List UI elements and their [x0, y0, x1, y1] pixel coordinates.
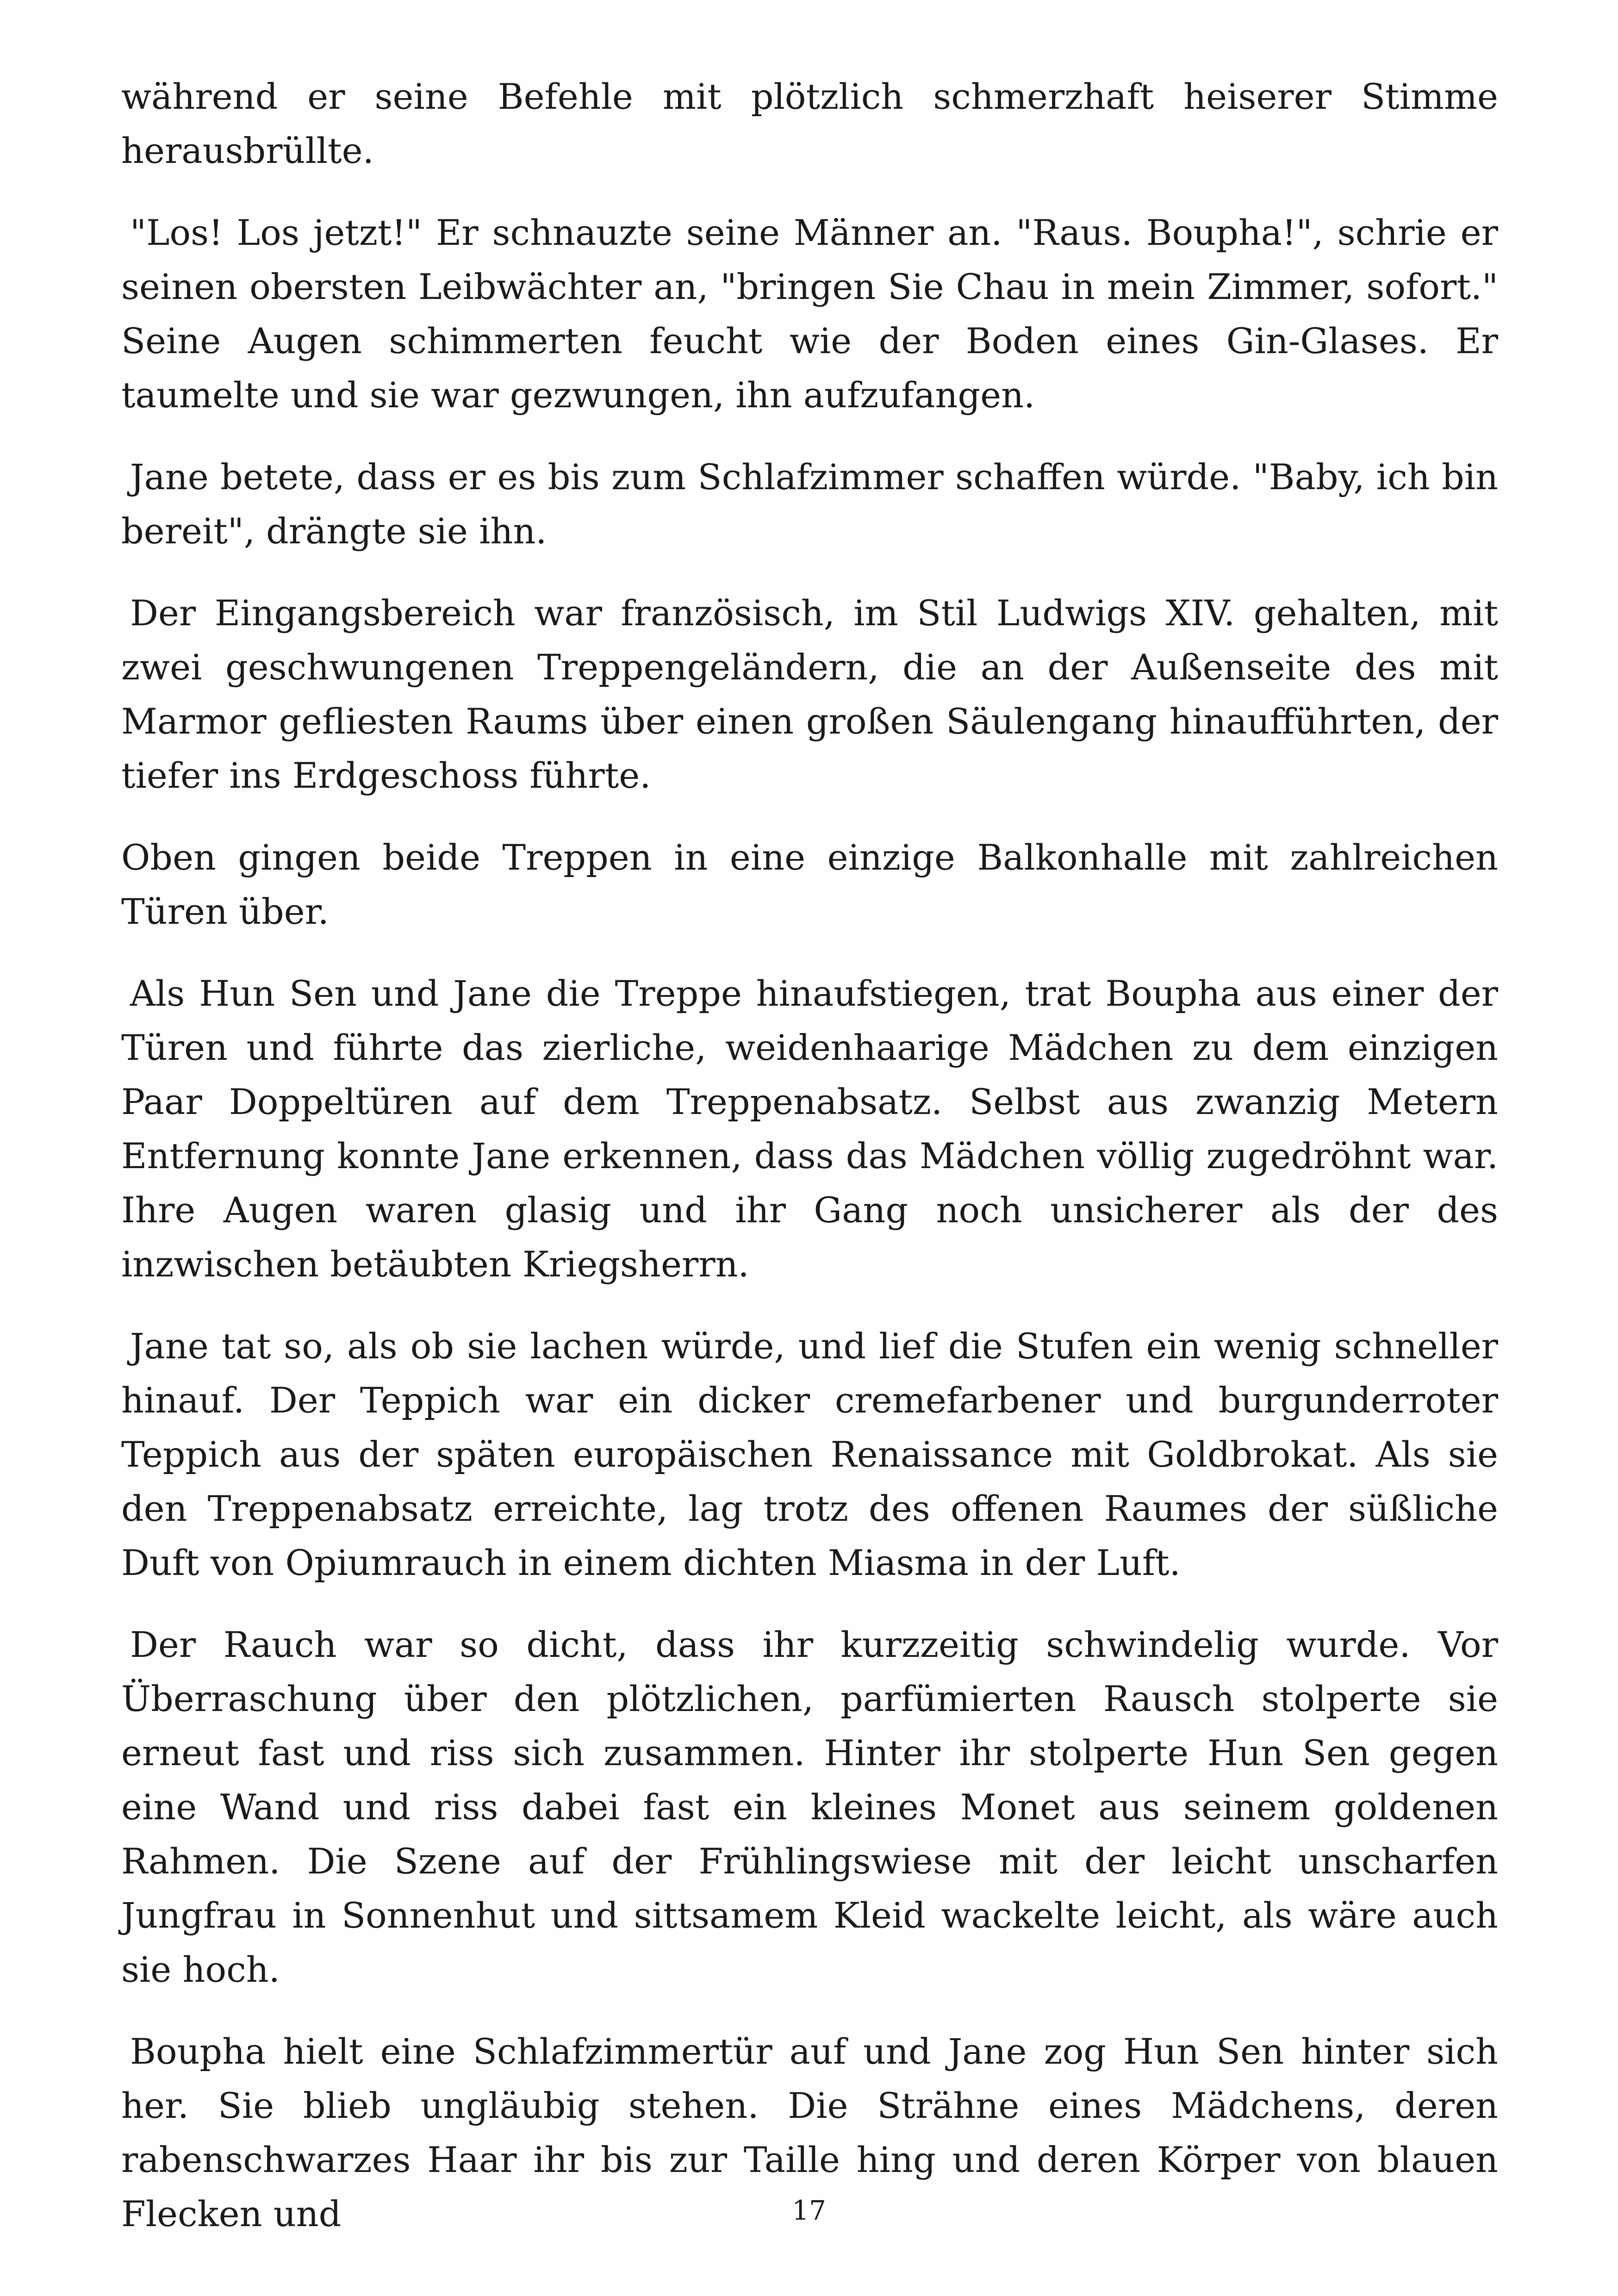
paragraph-4: Der Eingangsbereich war französisch, im Stil Ludwigs XIV. gehalten, mit zwei geschwungenen Treppengeländern, die an der Außenseite des mit Marmor gefliesten Raums über einen großen Säulengang hinaufführten, der tiefer ins Erdgeschoss führte. — [121, 592, 1498, 796]
paragraph-2: "Los! Los jetzt!" Er schnauzte seine Männer an. "Raus. Boupha!", schrie er seinen obersten Leibwächter an, "bringen Sie Chau in mein Zimmer, sofort." Seine Augen schimmerten feucht wie der Boden eines Gin-Glases. Er taumelte und sie war gezwungen, ihn aufzufangen. — [121, 212, 1498, 416]
paragraph-1: während er seine Befehle mit plötzlich schmerzhaft heiserer Stimme herausbrüllte. — [121, 76, 1498, 171]
paragraph-8: Der Rauch war so dicht, dass ihr kurzzeitig schwindelig wurde. Vor Überraschung über den plötzlichen, parfümierten Rausch stolperte sie erneut fast und riss sich zusammen. Hinter ihr stolperte Hun Sen gegen eine Wand und riss dabei fast ein kleines Monet aus seinem goldenen Rahmen. Die Szene auf der Frühlingswiese mit der leicht unscharfen Jungfrau in Sonnenhut und sittsamem Kleid wackelte leicht, als wäre auch sie hoch. — [121, 1624, 1498, 1990]
paragraph-3: Jane betete, dass er es bis zum Schlafzimmer schaffen würde. "Baby, ich bin bereit", drängte sie ihn. — [121, 456, 1498, 552]
page-body — [121, 69, 1498, 2269]
paragraph-9: Boupha hielt eine Schlafzimmertür auf und Jane zog Hun Sen hinter sich her. Sie blieb ungläubig stehen. Die Strähne eines Mädchens, deren rabenschwarzes Haar ihr bis zur Taille hing und deren Körper von blauen Flecken und — [121, 2031, 1498, 2234]
paragraph-6: Als Hun Sen und Jane die Treppe hinaufstiegen, trat Boupha aus einer der Türen und führte das zierliche, weidenhaarige Mädchen zu dem einzigen Paar Doppeltüren auf dem Treppenabsatz. Selbst aus zwanzig Metern Entfernung konnte Jane erkennen, dass das Mädchen völlig zugedröhnt war. Ihre Augen waren glasig und ihr Gang noch unsicherer als der des inzwischen betäubten Kriegsherrn. — [121, 973, 1498, 1285]
page-number: 17 — [792, 2195, 826, 2226]
paragraph-7: Jane tat so, als ob sie lachen würde, und lief die Stufen ein wenig schneller hinauf. Der Teppich war ein dicker cremefarbener und burgunderroter Teppich aus der späten europäischen Renaissance mit Goldbrokat. Als sie den Treppenabsatz erreichte, lag trotz des offenen Raumes der süßliche Duft von Opiumrauch in einem dichten Miasma in der Luft. — [121, 1325, 1498, 1583]
paragraph-5: Oben gingen beide Treppen in eine einzige Balkonhalle mit zahlreichen Türen über. — [121, 837, 1498, 932]
